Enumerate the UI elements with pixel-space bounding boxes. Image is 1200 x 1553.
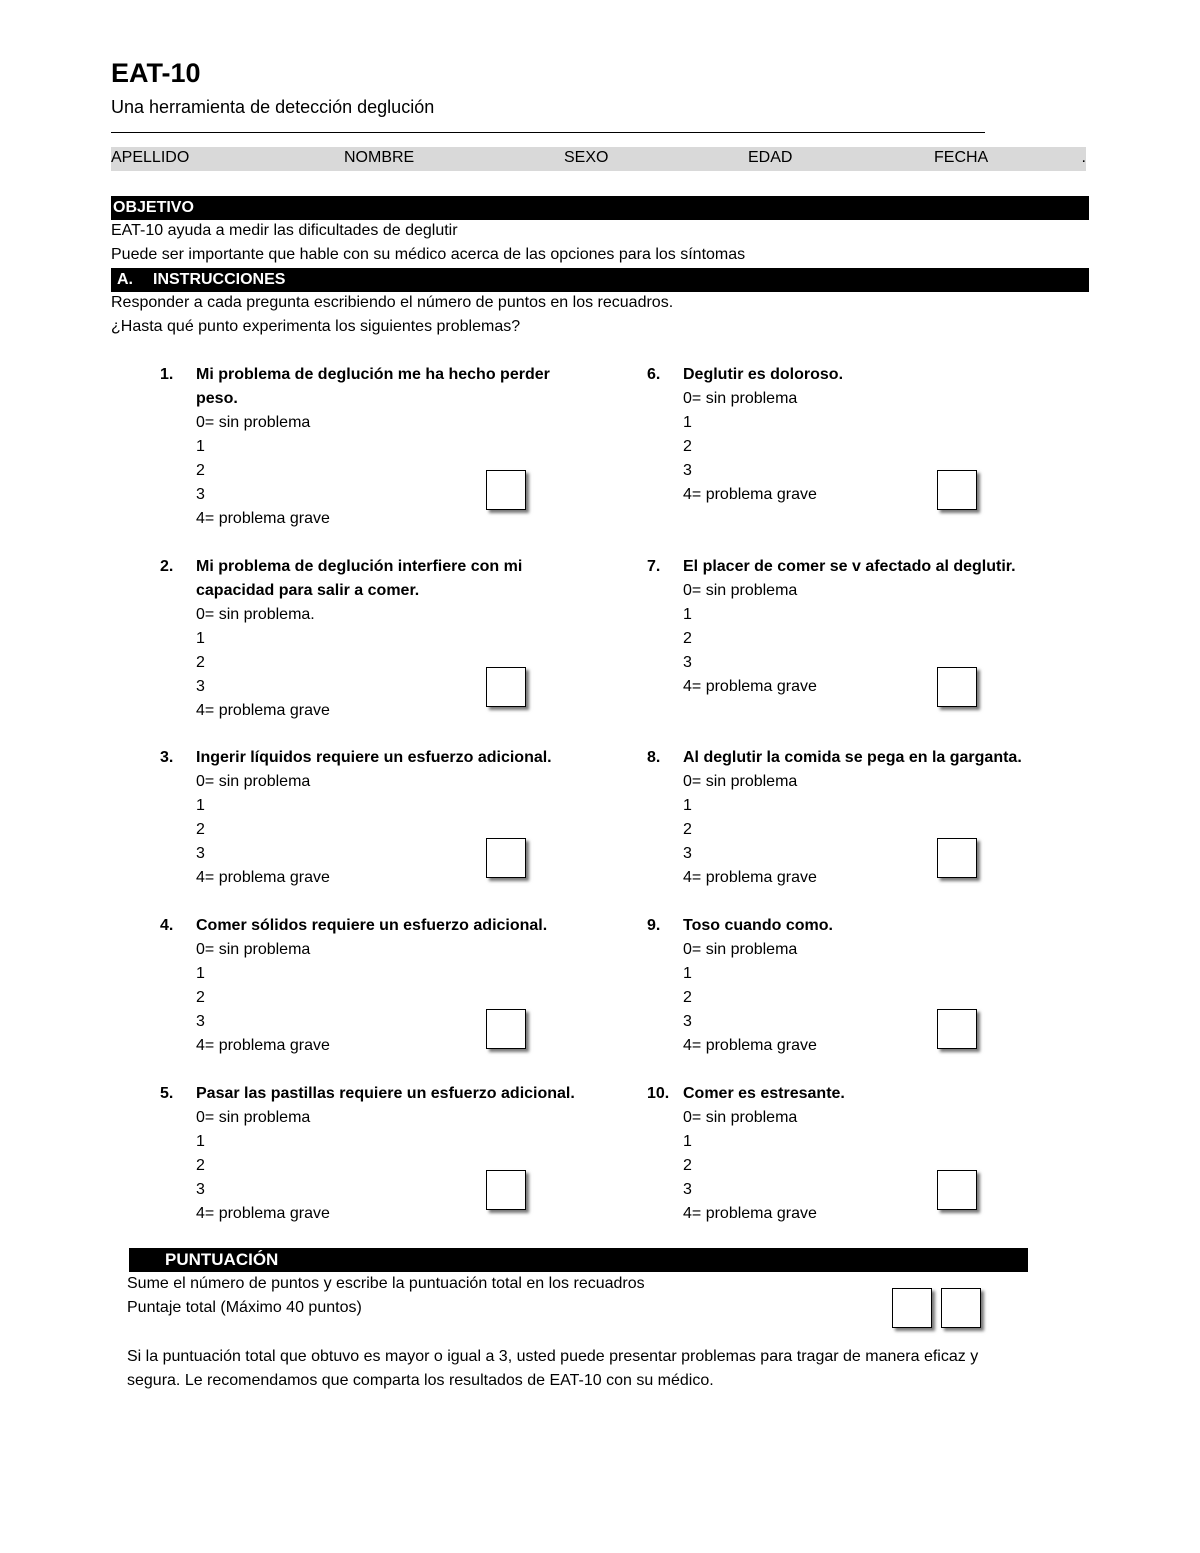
question-text: Mi problema de deglución interfiere con mi capacidad para salir a comer. — [196, 558, 523, 599]
option-4: 4= problema grave — [196, 510, 330, 527]
field-sexo[interactable]: SEXO — [564, 149, 609, 166]
option-4: 4= problema grave — [196, 869, 330, 886]
option-0: 0= sin problema — [683, 773, 798, 790]
answer-box-1[interactable] — [486, 470, 526, 510]
answer-box-5[interactable] — [486, 1170, 526, 1210]
question-number: 10. — [647, 1085, 670, 1102]
field-end-dot: . — [1081, 149, 1086, 166]
option-2: 2 — [683, 989, 692, 1006]
option-0: 0= sin problema. — [196, 606, 315, 623]
question-number: 2. — [160, 558, 174, 575]
option-2: 2 — [683, 1157, 692, 1174]
question-text: Mi problema de deglución me ha hecho perder peso. — [196, 366, 550, 407]
option-4: 4= problema grave — [683, 486, 817, 503]
puntuacion-note-1: Si la puntuación total que obtuvo es mayor o igual a 3, usted puede presentar problemas para tragar de manera eficaz y — [127, 1348, 979, 1365]
option-3: 3 — [196, 1181, 205, 1198]
option-4: 4= problema grave — [683, 1037, 817, 1054]
option-3: 3 — [683, 1181, 692, 1198]
option-0: 0= sin problema — [196, 414, 311, 431]
total-score-box-units[interactable] — [941, 1288, 981, 1328]
option-4: 4= problema grave — [683, 678, 817, 695]
objetivo-line-2: Puede ser importante que hable con su médico acerca de las opciones para los síntomas — [111, 246, 746, 263]
option-3: 3 — [683, 845, 692, 862]
question-number: 5. — [160, 1085, 174, 1102]
instrucciones-line-2: ¿Hasta qué punto experimenta los siguientes problemas? — [111, 318, 521, 335]
option-1: 1 — [683, 414, 692, 431]
option-0: 0= sin problema — [683, 582, 798, 599]
option-3: 3 — [683, 462, 692, 479]
answer-box-3[interactable] — [486, 838, 526, 878]
option-3: 3 — [683, 654, 692, 671]
option-4: 4= problema grave — [683, 869, 817, 886]
option-2: 2 — [683, 630, 692, 647]
question-text: Comer sólidos requiere un esfuerzo adicional. — [196, 917, 548, 934]
answer-box-2[interactable] — [486, 667, 526, 707]
question-text: Ingerir líquidos requiere un esfuerzo adicional. — [196, 749, 552, 766]
question-number: 7. — [647, 558, 661, 575]
answer-box-9[interactable] — [937, 1009, 977, 1049]
question-number: 4. — [160, 917, 174, 934]
answer-box-8[interactable] — [937, 838, 977, 878]
option-2: 2 — [196, 462, 205, 479]
option-1: 1 — [683, 797, 692, 814]
instrucciones-heading — [111, 268, 1089, 292]
option-3: 3 — [196, 1013, 205, 1030]
option-2: 2 — [683, 438, 692, 455]
question-number: 3. — [160, 749, 174, 766]
option-4: 4= problema grave — [196, 1205, 330, 1222]
option-0: 0= sin problema — [683, 1109, 798, 1126]
question-text: Pasar las pastillas requiere un esfuerzo adicional. — [196, 1085, 575, 1102]
answer-box-6[interactable] — [937, 470, 977, 510]
option-1: 1 — [683, 965, 692, 982]
option-1: 1 — [196, 630, 205, 647]
puntuacion-line-2: Puntaje total (Máximo 40 puntos) — [127, 1299, 362, 1316]
field-fecha[interactable]: FECHA — [934, 149, 989, 166]
option-3: 3 — [196, 845, 205, 862]
option-1: 1 — [196, 438, 205, 455]
option-2: 2 — [683, 821, 692, 838]
answer-box-4[interactable] — [486, 1009, 526, 1049]
option-4: 4= problema grave — [196, 1037, 330, 1054]
objetivo-heading: OBJETIVO — [111, 196, 1089, 220]
option-2: 2 — [196, 989, 205, 1006]
option-4: 4= problema grave — [196, 702, 330, 719]
instrucciones-title: INSTRUCCIONES — [153, 271, 286, 288]
total-score-box-tens[interactable] — [892, 1288, 932, 1328]
question-text: Toso cuando como. — [683, 917, 833, 934]
option-1: 1 — [196, 1133, 205, 1150]
answer-box-7[interactable] — [937, 667, 977, 707]
option-3: 3 — [683, 1013, 692, 1030]
option-0: 0= sin problema — [683, 941, 798, 958]
page-title: EAT-10 — [111, 58, 201, 88]
question-text: Deglutir es doloroso. — [683, 366, 844, 383]
option-1: 1 — [683, 606, 692, 623]
question-number: 8. — [647, 749, 661, 766]
question-text: El placer de comer se v afectado al deglutir. — [683, 558, 1016, 575]
option-3: 3 — [196, 678, 205, 695]
puntuacion-line-1: Sume el número de puntos y escribe la puntuación total en los recuadros — [127, 1275, 645, 1292]
option-2: 2 — [196, 821, 205, 838]
instrucciones-letter: A. — [117, 271, 133, 288]
option-2: 2 — [196, 1157, 205, 1174]
option-1: 1 — [683, 1133, 692, 1150]
question-text: Comer es estresante. — [683, 1085, 845, 1102]
option-0: 0= sin problema — [683, 390, 798, 407]
question-number: 1. — [160, 366, 174, 383]
page-subtitle: Una herramienta de detección deglución — [111, 97, 435, 117]
option-2: 2 — [196, 654, 205, 671]
option-3: 3 — [196, 486, 205, 503]
option-1: 1 — [196, 965, 205, 982]
question-number: 9. — [647, 917, 661, 934]
question-number: 6. — [647, 366, 661, 383]
option-1: 1 — [196, 797, 205, 814]
answer-box-10[interactable] — [937, 1170, 977, 1210]
field-apellido[interactable]: APELLIDO — [111, 149, 190, 166]
option-0: 0= sin problema — [196, 1109, 311, 1126]
option-0: 0= sin problema — [196, 941, 311, 958]
instrucciones-line-1: Responder a cada pregunta escribiendo el número de puntos en los recuadros. — [111, 294, 674, 311]
header-divider — [111, 132, 985, 133]
field-nombre[interactable]: NOMBRE — [344, 149, 415, 166]
patient-fields-bar — [111, 147, 1086, 171]
field-edad[interactable]: EDAD — [748, 149, 793, 166]
option-0: 0= sin problema — [196, 773, 311, 790]
objetivo-line-1: EAT-10 ayuda a medir las dificultades de deglutir — [111, 222, 458, 239]
question-text: Al deglutir la comida se pega en la garganta. — [683, 749, 1022, 766]
puntuacion-note-2: segura. Le recomendamos que comparta los resultados de EAT-10 con su médico. — [127, 1372, 714, 1389]
option-4: 4= problema grave — [683, 1205, 817, 1222]
puntuacion-heading: PUNTUACIÓN — [129, 1248, 1028, 1272]
